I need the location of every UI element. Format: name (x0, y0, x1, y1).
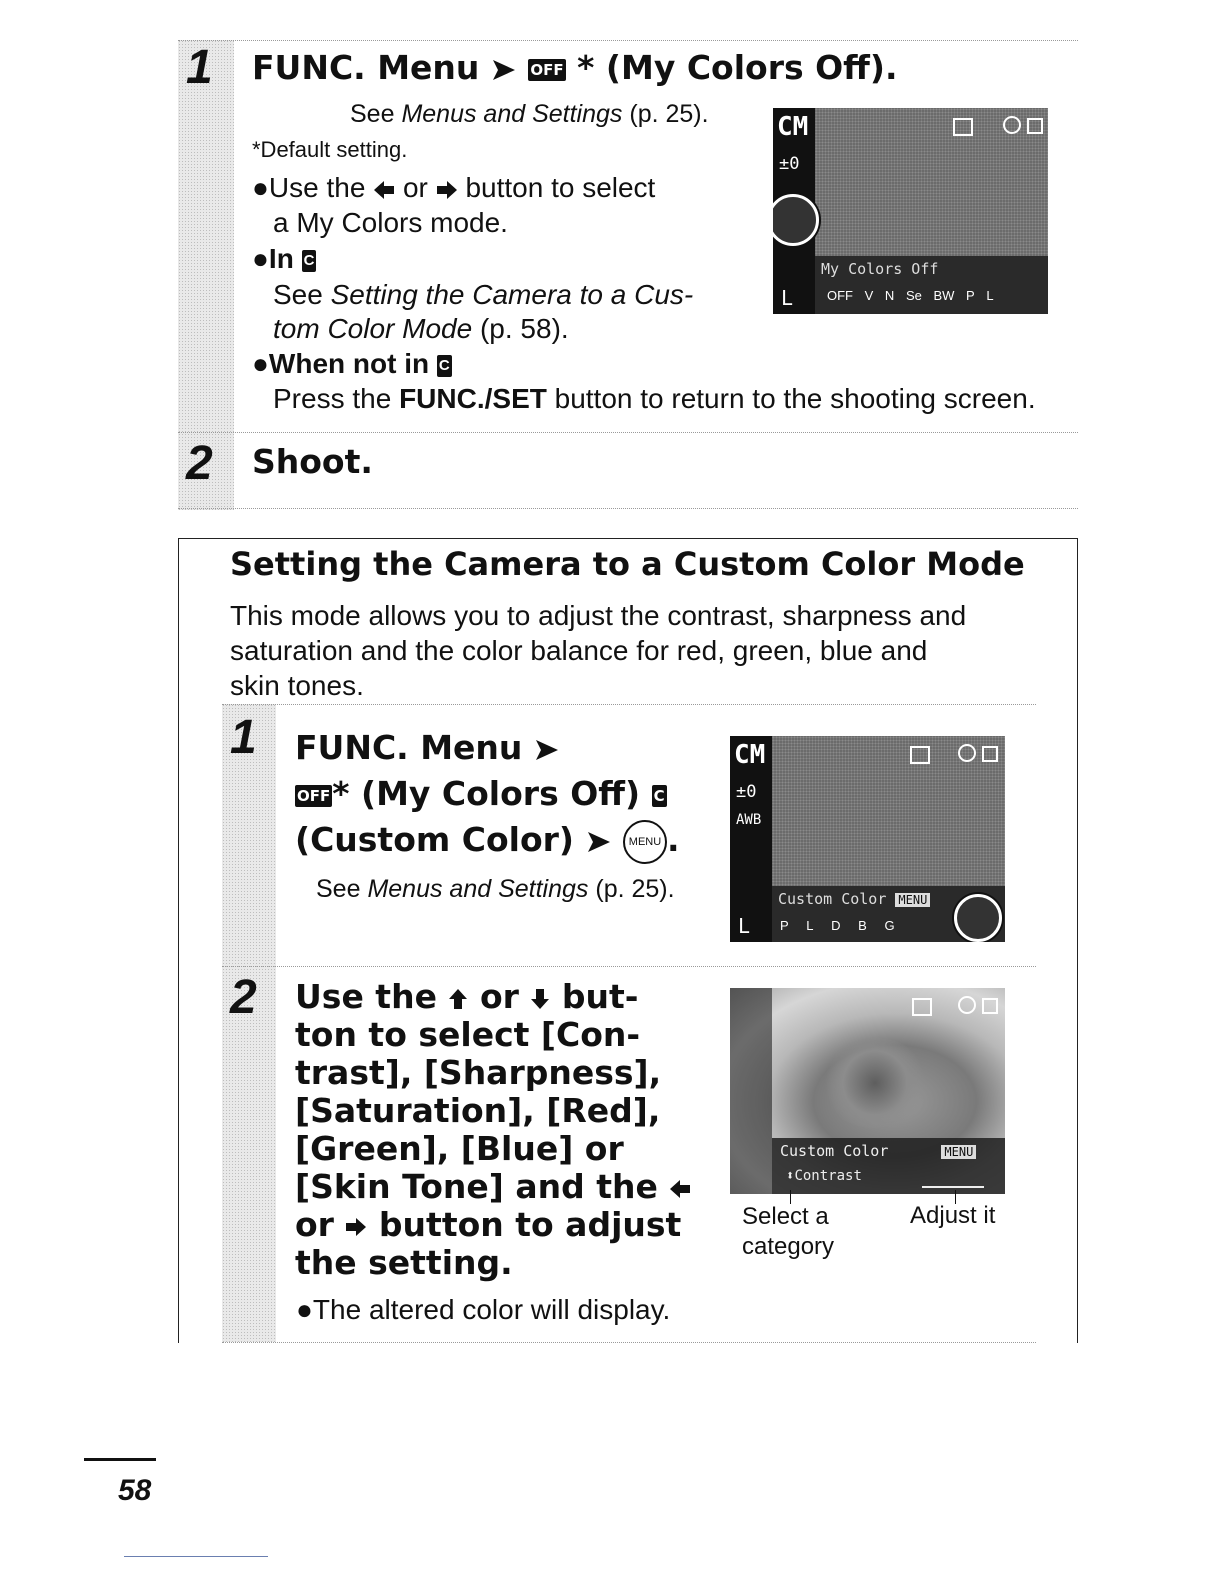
mode-icon-b: B (858, 918, 867, 933)
step-1-instruction (295, 725, 680, 864)
mode-icon-l: L (986, 288, 994, 303)
image-size: L (781, 286, 794, 310)
step-number-1: 1 (186, 41, 213, 94)
category-item (786, 1168, 862, 1184)
selected-mode-circle (954, 894, 1002, 942)
see-prefix: See (316, 875, 368, 903)
cm-label: CM (734, 740, 766, 770)
my-colors-off-icon: OFF (297, 786, 331, 805)
section2-bottom-rule (222, 1342, 1036, 1343)
text-a: Press the (273, 383, 400, 414)
step-number-2: 2 (186, 437, 213, 490)
see-link-1: Setting the Camera to a Cus- (330, 279, 694, 310)
arrow-left-icon (669, 1179, 691, 1199)
default-note: *Default setting. (252, 137, 408, 162)
altered-color-note: ●The altered color will display. (296, 1294, 671, 1325)
arrow-left-icon (373, 180, 395, 200)
intro-line-1: This mode allows you to adjust the contrast, sharpness and (230, 600, 967, 631)
mode-icon-bw: BW (933, 288, 955, 303)
func-set-label: FUNC./SET (399, 383, 547, 414)
see-prefix: See (350, 100, 402, 128)
line-1 (295, 978, 691, 1016)
see-reference (350, 100, 709, 129)
l1b: or (468, 977, 531, 1016)
mode-icon-g: G (884, 918, 895, 933)
l1: Use the (295, 977, 449, 1016)
arrow-right-icon (345, 1217, 367, 1237)
menu-label (780, 1142, 976, 1160)
arrow-right-icon (491, 57, 517, 83)
bullet-3-text (273, 383, 1036, 415)
section1-bottom-rule (178, 508, 1078, 509)
custom-color-icon: C (437, 355, 452, 377)
see-reference (316, 875, 675, 904)
menu-button-icon: MENU (623, 820, 667, 864)
ring-icon (1003, 116, 1021, 134)
ring-icon (958, 744, 976, 762)
step-1-title (252, 48, 898, 87)
l6: [Skin Tone] and the (295, 1167, 670, 1206)
see-page: (p. 25). (588, 875, 675, 903)
menu-label: My Colors Off (821, 260, 939, 278)
adjust-scale (922, 1182, 984, 1188)
bullet-3 (252, 348, 452, 380)
arrow-right-icon (534, 737, 560, 763)
intro-line-2: saturation and the color balance for red, green, blue and (230, 635, 928, 666)
lock-icon (982, 746, 998, 762)
func-menu-label: FUNC. Menu (295, 728, 523, 767)
page-number: 58 (118, 1474, 152, 1507)
see-page: (p. 25). (622, 100, 709, 128)
mode-icon-l: L (806, 918, 814, 933)
text-b: button to return to the shooting screen. (546, 383, 1036, 414)
instruction-line-1 (295, 725, 680, 771)
bullet-3-label: ●When not in (252, 348, 437, 379)
line-7 (295, 1206, 691, 1244)
menu-label (778, 890, 930, 908)
ring-icon (958, 996, 976, 1014)
intro-text (230, 598, 966, 703)
bullet-1-c: button to select (465, 172, 656, 203)
camera-screen-my-colors (773, 108, 1048, 314)
up-down-icon: ⬍ (786, 1168, 795, 1184)
see-prefix: See (273, 279, 331, 310)
step-number-2: 2 (230, 971, 257, 1024)
step-number-1: 1 (230, 711, 257, 764)
lock-icon (982, 998, 998, 1014)
mode-icons-row (780, 918, 895, 933)
section1-top-rule (178, 40, 1078, 41)
section2-mid-rule (222, 966, 1036, 967)
intro-line-3: skin tones. (230, 670, 364, 701)
l1c: but- (550, 977, 639, 1016)
footer-rule (124, 1556, 268, 1557)
camera-screen-custom-color (730, 736, 1005, 942)
image-size: L (738, 914, 751, 938)
arrow-right-icon (436, 180, 458, 200)
square-icon (953, 118, 973, 136)
see-link-2: tom Color Mode (273, 313, 473, 344)
menu-tag: MENU (941, 1145, 976, 1159)
square-icon (912, 998, 932, 1016)
l7a: or (295, 1205, 346, 1244)
instruction-line-2 (295, 771, 680, 817)
arrow-right-icon (586, 829, 612, 855)
mode-icon-off: OFF (827, 288, 853, 303)
exposure-value: ±0 (779, 154, 800, 174)
section-title: Setting the Camera to a Custom Color Mode (230, 545, 1025, 583)
bullet-1-b: or (402, 172, 436, 203)
line-8: the setting. (295, 1243, 513, 1282)
line-6 (295, 1168, 691, 1206)
arrow-down-icon (530, 988, 550, 1010)
title-prefix: FUNC. Menu (252, 48, 480, 87)
section1-mid-rule (178, 432, 1078, 433)
line-3: trast], [Sharpness], (295, 1053, 662, 1092)
l7b: button to adjust (367, 1205, 682, 1244)
cm-label: CM (777, 112, 809, 142)
caption-select-category (742, 1202, 834, 1262)
bullet-1-a: ●Use the (252, 172, 374, 203)
arrow-up-icon (448, 988, 468, 1010)
instruction-line-3: (Custom Color) MENU . (295, 817, 680, 864)
line-4: [Saturation], [Red], (295, 1091, 661, 1130)
bullet-2 (252, 243, 316, 275)
bullet-1-line2: a My Colors mode. (273, 207, 508, 238)
caption-adjust-it: Adjust it (910, 1202, 996, 1229)
menu-tag: MENU (895, 893, 930, 907)
mode-icon-d: D (831, 918, 841, 933)
step-2-title: Shoot. (252, 442, 373, 481)
exposure-value: ±0 (736, 782, 757, 802)
custom-color-icon: C (653, 786, 665, 805)
lock-icon (1027, 118, 1043, 134)
square-icon (910, 746, 930, 764)
bullet-1 (252, 172, 655, 204)
see-link: Menus and Settings (367, 875, 589, 903)
mode-icon-p: P (780, 918, 789, 933)
mode-icon-v: V (864, 288, 874, 303)
see-link: Menus and Settings (401, 100, 623, 128)
contrast-label: Contrast (794, 1168, 862, 1184)
mode-icon-se: Se (905, 288, 922, 303)
bullet-2-label: ●In (252, 243, 302, 274)
section2-top-rule (222, 704, 1036, 705)
caption-line-2: category (742, 1233, 835, 1260)
page-number-rule (84, 1458, 156, 1461)
mode-icons-row (827, 288, 994, 303)
awb-label: AWB (736, 812, 762, 828)
camera-screen-contrast (730, 988, 1005, 1194)
step-2-instruction (295, 978, 691, 1282)
see-page: (p. 58). (472, 313, 569, 344)
custom-color-label: (Custom Color) (295, 820, 574, 859)
mode-icon-n: N (884, 288, 895, 303)
bullet-2-see (273, 278, 693, 346)
line-5: [Green], [Blue] or (295, 1129, 624, 1168)
flower-petals (820, 1038, 930, 1128)
custom-color-text: Custom Color (780, 1142, 889, 1160)
mode-icon-p: P (966, 288, 975, 303)
line-2: ton to select [Con- (295, 1015, 641, 1054)
title-suffix: * (My Colors Off). (577, 48, 898, 87)
caption-line-1: Select a (742, 1203, 829, 1230)
custom-color-icon: C (302, 250, 317, 272)
my-colors-off-label: * (My Colors Off) (332, 774, 652, 813)
custom-color-text: Custom Color (778, 890, 887, 908)
my-colors-off-icon: OFF (530, 60, 564, 79)
